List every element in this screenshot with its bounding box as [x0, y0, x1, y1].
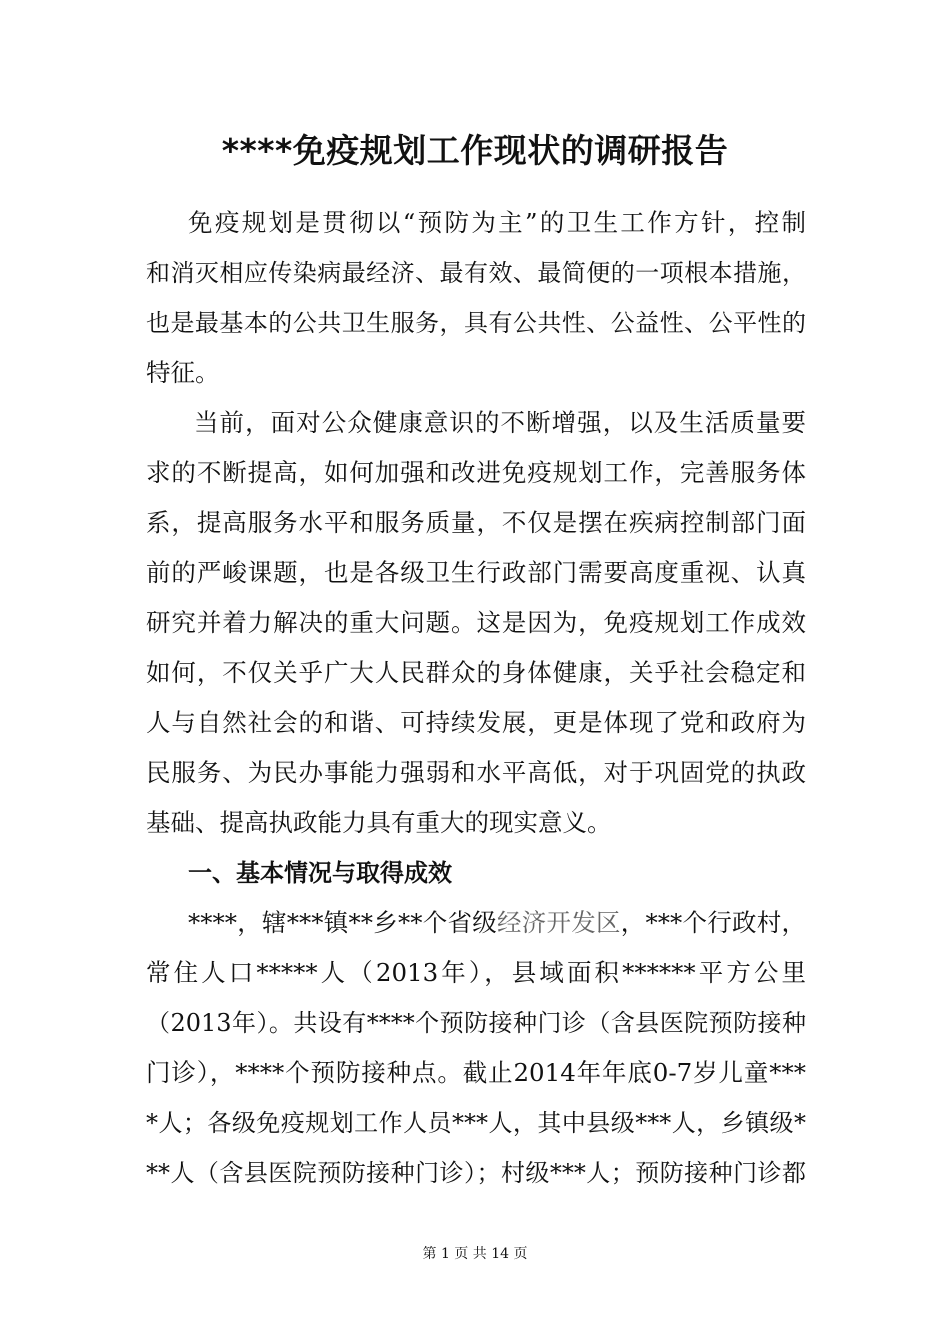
- paragraph-3-line-4: 门诊），****个预防接种点。截止2014年年底0-7岁儿童***: [146, 1058, 806, 1087]
- paragraph-3-line-3: （2013年）。共设有****个预防接种门诊（含县医院预防接种: [146, 1009, 806, 1037]
- paragraph-2-line-5: 研究并着力解决的重大问题。这是因为，免疫规划工作成效: [146, 608, 806, 637]
- paragraph-1-line-4: 特征。: [146, 358, 220, 387]
- paragraph-1-line-2: 和消灭相应传染病最经济、最有效、最简便的一项根本措施，: [146, 259, 806, 287]
- paragraph-2-line-3: 系，提高服务水平和服务质量，不仅是摆在疾病控制部门面: [146, 508, 806, 537]
- economic-development-zone-link[interactable]: 经济开发区: [497, 908, 621, 937]
- document-title: ****免疫规划工作现状的调研报告: [221, 131, 729, 170]
- paragraph-1-line-3: 也是最基本的公共卫生服务，具有公共性、公益性、公平性的: [146, 309, 806, 337]
- paragraph-2-line-7: 人与自然社会的和谐、可持续发展，更是体现了党和政府为: [146, 708, 806, 737]
- paragraph-2-line-4: 前的严峻课题，也是各级卫生行政部门需要高度重视、认真: [146, 558, 806, 587]
- paragraph-3-line-5: *人；各级免疫规划工作人员***人，其中县级***人，乡镇级*: [146, 1109, 806, 1137]
- paragraph-2-line-1: 当前，面对公众健康意识的不断增强，以及生活质量要: [194, 408, 806, 437]
- paragraph-2-line-8: 民服务、为民办事能力强弱和水平高低，对于巩固党的执政: [146, 758, 806, 787]
- paragraph-2-line-9: 基础、提高执政能力具有重大的现实意义。: [146, 808, 612, 837]
- paragraph-3-line-6: **人（含县医院预防接种门诊）；村级***人；预防接种门诊都: [146, 1159, 806, 1187]
- paragraph-2-line-6: 如何，不仅关乎广大人民群众的身体健康，关乎社会稳定和: [146, 658, 806, 687]
- paragraph-3-line-1: [188, 898, 806, 948]
- paragraph-3-line-1-start: ****，辖***镇**乡**个省级: [188, 908, 497, 937]
- paragraph-1-line-1: 免疫规划是贯彻以“预防为主”的卫生工作方针，控制: [188, 208, 806, 237]
- paragraph-2-line-2: 求的不断提高，如何加强和改进免疫规划工作，完善服务体: [146, 458, 806, 487]
- paragraph-3-line-1-end: ，***个行政村，: [620, 908, 806, 937]
- section-1-heading: 一、基本情况与取得成效: [188, 859, 452, 887]
- paragraph-3-line-2: 常住人口*****人（2013年），县域面积******平方公里: [146, 958, 806, 987]
- page-number-footer: 第 1 页 共 14 页: [422, 1246, 528, 1262]
